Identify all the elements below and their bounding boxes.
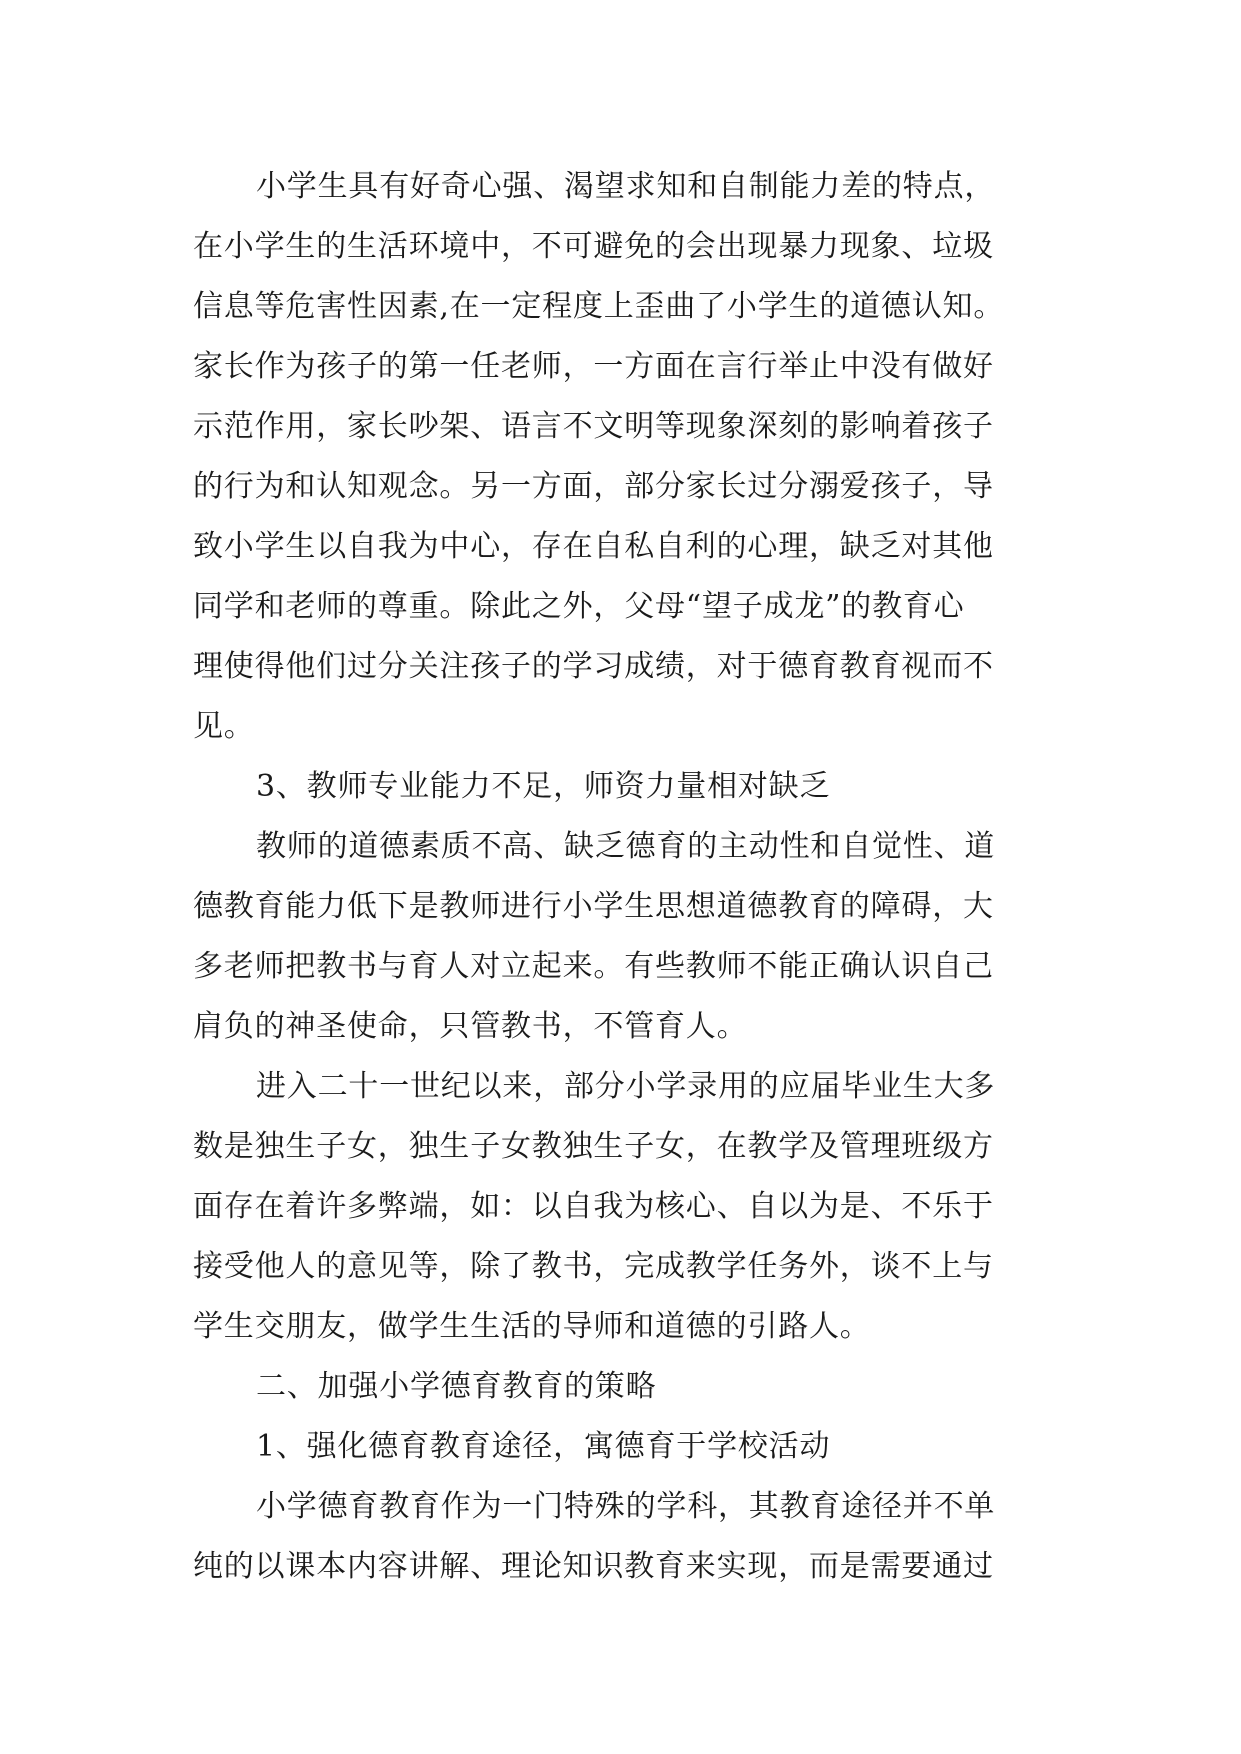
text-line: 见。 [193,709,255,744]
text-line: 家长作为孩子的第一任老师，一方面在言行举止中没有做好 [193,349,994,384]
text-line: 小学生具有好奇心强、渴望求知和自制能力差的特点， [256,169,996,204]
text-line: 致小学生以自我为中心，存在自私自利的心理，缺乏对其他 [193,529,994,564]
text-line: 德教育能力低下是教师进行小学生思想道德教育的障碍，大 [193,889,994,924]
section-heading: 3、教师专业能力不足，师资力量相对缺乏 [256,769,831,804]
text-line: 多老师把教书与育人对立起来。有些教师不能正确认识自己 [193,949,994,984]
text-line: 肩负的神圣使命，只管教书，不管育人。 [193,1009,748,1044]
text-line: 在小学生的生活环境中，不可避免的会出现暴力现象、垃圾 [193,229,994,264]
text-line: 小学德育教育作为一门特殊的学科，其教育途径并不单 [256,1489,996,1524]
text-line: 学生交朋友，做学生生活的导师和道德的引路人。 [193,1309,871,1344]
text-line: 的行为和认知观念。另一方面，部分家长过分溺爱孩子，导 [193,469,994,504]
section-heading: 二、加强小学德育教育的策略 [256,1369,657,1404]
text-line: 教师的道德素质不高、缺乏德育的主动性和自觉性、道 [256,829,996,864]
text-line: 同学和老师的尊重。除此之外，父母“望子成龙”的教育心 [193,589,965,624]
text-line: 面存在着许多弊端，如：以自我为核心、自以为是、不乐于 [193,1189,994,1224]
text-line: 数是独生子女，独生子女教独生子女，在教学及管理班级方 [193,1129,994,1164]
section-heading: 1、强化德育教育途径，寓德育于学校活动 [256,1429,831,1464]
document-body [193,157,1093,1597]
text-line: 接受他人的意见等，除了教书，完成教学任务外，谈不上与 [193,1249,994,1284]
text-line: 示范作用，家长吵架、语言不文明等现象深刻的影响着孩子 [193,409,994,444]
text-line: 理使得他们过分关注孩子的学习成绩，对于德育教育视而不 [193,649,994,684]
text-line: 进入二十一世纪以来，部分小学录用的应届毕业生大多 [256,1069,996,1104]
text-line: 信息等危害性因素,在一定程度上歪曲了小学生的道德认知。 [193,289,1005,324]
text-line: 纯的以课本内容讲解、理论知识教育来实现，而是需要通过 [193,1549,994,1584]
